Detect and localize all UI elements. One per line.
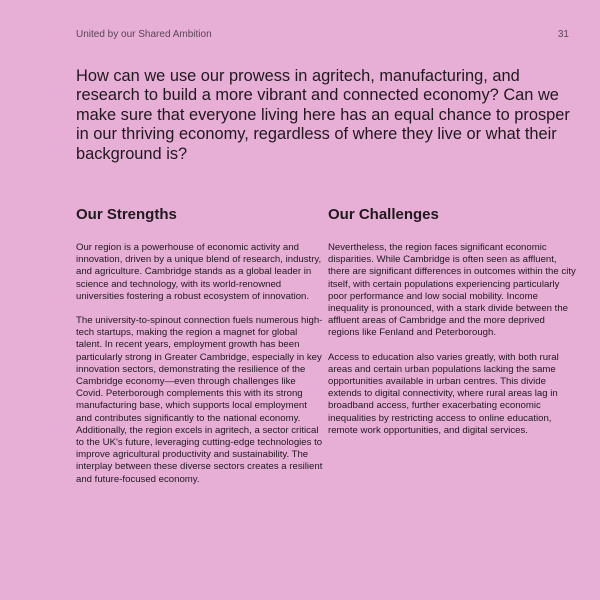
running-title: United by our Shared Ambition [76, 29, 212, 40]
strengths-paragraph: The university-to-spinout connection fuels numerous high-tech startups, making the region a magnet for global talent. In recent years, employment growth has been particularly strong in Greater Cambridge, especially in key innovation sectors, demonstrating the resilience of the Cambridge economy—even through challenges like Covid. Peterborough complements this with its strong manufacturing base, which supports local employment and contributes significantly to the national economy. Additionally, the region excels in agritech, a sector critical to the UK's future, leveraging cutting-edge technologies to improve agricultural productivity and sustainability. The interplay between these diverse sectors creates a resilient and future-focused economy. [76, 315, 323, 485]
page-number: 31 [557, 29, 569, 40]
page-header [76, 29, 569, 40]
strengths-paragraph: Our region is a powerhouse of economic activity and innovation, driven by a unique blend of research, industry, and agriculture. Cambridge stands as a global leader in science and technology, with its world-renowned universities fostering a robust ecosystem of innovation. [76, 242, 322, 302]
challenges-column [328, 206, 576, 449]
strengths-heading: Our Strengths [76, 206, 177, 223]
challenges-paragraph: Nevertheless, the region faces significant economic disparities. While Cambridge is often seen as affluent, there are significant differences in outcomes within the city itself, with certain populations experiencing particularly poor performance and low social mobility. Income inequality is pronounced, with a stark divide between the affluent areas of Cambridge and the more deprived regions like Fenland and Peterborough. [328, 242, 576, 339]
challenges-heading: Our Challenges [328, 206, 439, 223]
strengths-column [76, 206, 324, 498]
lead-question: How can we use our prowess in agritech, manufacturing, and research to build a more vibrant and connected economy? Can we make sure that everyone living here has an equal chance to prosper in our thriving economy, regardless of where they live or what their background is? [76, 67, 570, 163]
challenges-paragraph: Access to education also varies greatly, with both rural areas and certain urban populations lacking the same opportunities available in urban centres. This divide extends to digital connectivity, where rural areas lag in broadband access, further exacerbating economic inequalities by restricting access to online education, remote work opportunities, and digital services. [328, 351, 559, 436]
